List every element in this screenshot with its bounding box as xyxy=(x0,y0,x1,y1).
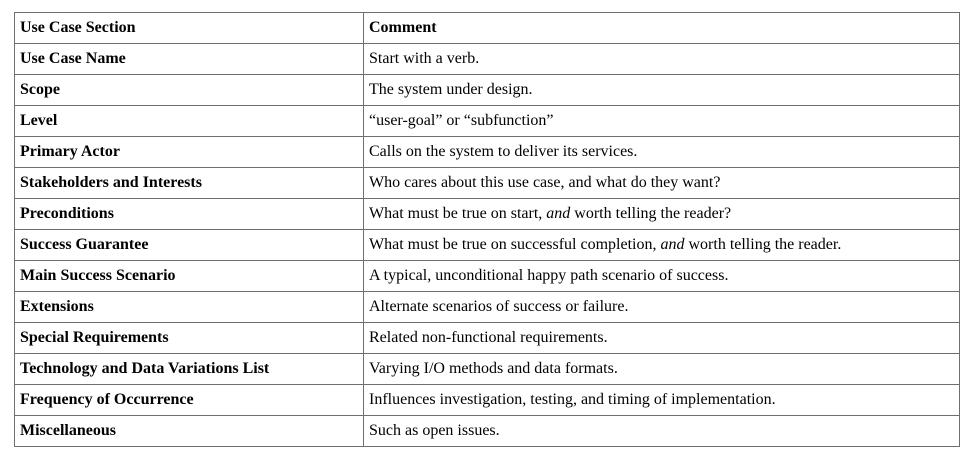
section-cell: Level xyxy=(15,106,364,137)
section-cell: Frequency of Occurrence xyxy=(15,385,364,416)
comment-cell xyxy=(364,75,960,106)
comment-cell xyxy=(364,230,960,261)
comment-text: What must be true on successful completion, xyxy=(369,236,661,253)
comment-text: Calls on the system to deliver its services. xyxy=(369,143,638,160)
comment-cell xyxy=(364,106,960,137)
comment-text: worth telling the reader. xyxy=(684,236,842,253)
section-cell: Main Success Scenario xyxy=(15,261,364,292)
comment-text: worth telling the reader? xyxy=(570,205,732,222)
section-cell: Stakeholders and Interests xyxy=(15,168,364,199)
comment-cell xyxy=(364,354,960,385)
comment-text: Alternate scenarios of success or failure. xyxy=(369,298,629,315)
table-row xyxy=(15,385,960,416)
section-cell: Miscellaneous xyxy=(15,416,364,447)
table-header-row xyxy=(15,13,960,44)
table-row xyxy=(15,44,960,75)
header-use-case-section: Use Case Section xyxy=(15,13,364,44)
table-row xyxy=(15,106,960,137)
comment-text: Who cares about this use case, and what do they want? xyxy=(369,174,721,191)
section-cell: Special Requirements xyxy=(15,323,364,354)
table-row xyxy=(15,261,960,292)
comment-text: Such as open issues. xyxy=(369,422,500,439)
table-row xyxy=(15,354,960,385)
table-row xyxy=(15,137,960,168)
comment-text: Influences investigation, testing, and timing of implementation. xyxy=(369,391,776,408)
table-row xyxy=(15,323,960,354)
comment-cell xyxy=(364,44,960,75)
comment-text: A typical, unconditional happy path scenario of success. xyxy=(369,267,729,284)
section-cell: Primary Actor xyxy=(15,137,364,168)
comment-cell xyxy=(364,168,960,199)
table-row xyxy=(15,416,960,447)
comment-cell xyxy=(364,292,960,323)
comment-cell xyxy=(364,416,960,447)
comment-cell xyxy=(364,199,960,230)
comment-text: Start with a verb. xyxy=(369,50,480,67)
comment-text: What must be true on start, xyxy=(369,205,547,222)
table-row xyxy=(15,199,960,230)
comment-text: Related non-functional requirements. xyxy=(369,329,608,346)
comment-cell xyxy=(364,261,960,292)
comment-emphasis: and xyxy=(546,205,571,222)
comment-cell xyxy=(364,323,960,354)
header-comment: Comment xyxy=(364,13,960,44)
section-cell: Scope xyxy=(15,75,364,106)
table-row xyxy=(15,168,960,199)
table-row xyxy=(15,75,960,106)
comment-emphasis: and xyxy=(660,236,685,253)
table-row xyxy=(15,230,960,261)
table-row xyxy=(15,292,960,323)
comment-cell xyxy=(364,137,960,168)
comment-cell xyxy=(364,385,960,416)
comment-text: “user-goal” or “subfunction” xyxy=(369,112,554,129)
comment-text: The system under design. xyxy=(369,81,533,98)
use-case-table xyxy=(14,12,960,447)
section-cell: Technology and Data Variations List xyxy=(15,354,364,385)
section-cell: Extensions xyxy=(15,292,364,323)
section-cell: Success Guarantee xyxy=(15,230,364,261)
comment-text: Varying I/O methods and data formats. xyxy=(369,360,618,377)
section-cell: Preconditions xyxy=(15,199,364,230)
section-cell: Use Case Name xyxy=(15,44,364,75)
